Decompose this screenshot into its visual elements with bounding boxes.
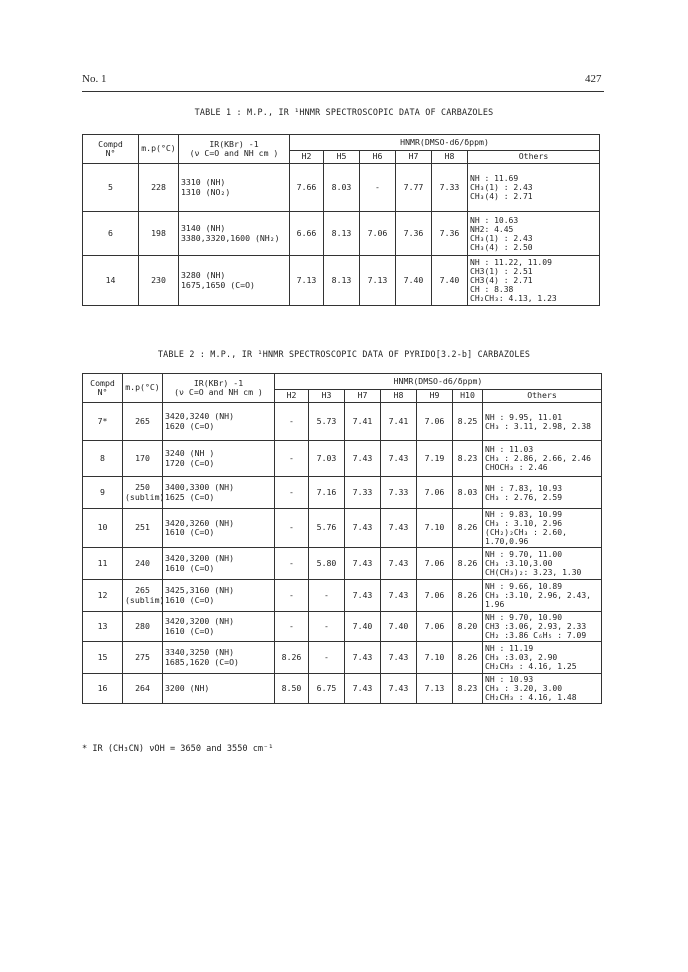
shift-cell: - [275, 477, 309, 509]
shift-cell: 8.20 [453, 612, 483, 642]
compd-cell: 5 [83, 164, 139, 212]
others-cell: NH : 7.83, 10.93 CH₃ : 2.76, 2.59 [483, 477, 602, 509]
compd-cell: 8 [83, 441, 123, 477]
table1-col-h5: H5 [324, 151, 360, 164]
table2-col-h3: H3 [309, 390, 345, 403]
shift-cell: 7.43 [381, 441, 417, 477]
shift-cell: 7.06 [417, 548, 453, 580]
shift-cell: 8.03 [324, 164, 360, 212]
others-cell: NH : 9.70, 11.00 CH₃ :3.10,3.00 CH(CH₃)₂: 3.23, 1.30 [483, 548, 602, 580]
shift-cell: - [360, 164, 396, 212]
ir-cell: 3420,3260 (NH) 1610 (C=O) [163, 509, 275, 548]
mp-cell: 230 [139, 256, 179, 306]
table-row [83, 164, 600, 212]
shift-cell: 7.33 [381, 477, 417, 509]
ir-cell: 3420,3200 (NH) 1610 (C=O) [163, 548, 275, 580]
shift-cell: - [309, 580, 345, 612]
compd-cell: 12 [83, 580, 123, 612]
table1 [82, 134, 600, 306]
shift-cell: 8.26 [453, 642, 483, 674]
shift-cell: 8.03 [453, 477, 483, 509]
mp-cell: 198 [139, 212, 179, 256]
ir-cell: 3400,3300 (NH) 1625 (C=O) [163, 477, 275, 509]
shift-cell: 7.66 [290, 164, 324, 212]
shift-cell: 7.06 [417, 612, 453, 642]
shift-cell: - [309, 642, 345, 674]
mp-cell: 265 [123, 403, 163, 441]
others-cell: NH : 9.95, 11.01 CH₃ : 3.11, 2.98, 2.38 [483, 403, 602, 441]
shift-cell: 7.13 [360, 256, 396, 306]
shift-cell: 7.41 [345, 403, 381, 441]
compd-cell: 9 [83, 477, 123, 509]
compd-cell: 7* [83, 403, 123, 441]
others-cell: NH : 9.70, 10.90 CH3 :3.06, 2.93, 2.33 CH₂ :3.86 C₆H₅ : 7.09 [483, 612, 602, 642]
t2-head-ir: IR(KBr) -1 (ν C=O and NH cm ) [163, 374, 275, 403]
shift-cell: - [275, 403, 309, 441]
shift-cell: 7.10 [417, 642, 453, 674]
shift-cell: 7.13 [417, 674, 453, 704]
others-cell: NH : 11.19 CH₃ :3.03, 2.90 CH₂CH₃ : 4.16, 1.25 [483, 642, 602, 674]
table-row [83, 548, 602, 580]
table-row [83, 580, 602, 612]
others-cell: NH : 9.83, 10.99 CH₃ : 3.10, 2.96 (CH₂)₂CH₃ : 2.60, 1.70,0.96 [483, 509, 602, 548]
table2-col-h7: H7 [345, 390, 381, 403]
table-row [83, 477, 602, 509]
table2-caption: TABLE 2 : M.P., IR ¹HNMR SPECTROSCOPIC DATA OF PYRIDO[3.2-b] CARBAZOLES [157, 349, 531, 359]
table2-col-others: Others [483, 390, 602, 403]
ir-cell: 3310 (NH) 1310 (NO₂) [179, 164, 290, 212]
table2-col-h10: H10 [453, 390, 483, 403]
shift-cell: 8.26 [453, 509, 483, 548]
shift-cell: 8.25 [453, 403, 483, 441]
ir-cell: 3425,3160 (NH) 1610 (C=O) [163, 580, 275, 612]
t2-head-nmr: HNMR(DMSO-d6/δppm) [275, 374, 602, 390]
table-row [83, 642, 602, 674]
compd-cell: 14 [83, 256, 139, 306]
compd-cell: 13 [83, 612, 123, 642]
others-cell: NH : 11.69 CH₃(1) : 2.43 CH₃(4) : 2.71 [468, 164, 600, 212]
shift-cell: 7.36 [396, 212, 432, 256]
mp-cell: 265 (sublim) [123, 580, 163, 612]
table2-col-h8: H8 [381, 390, 417, 403]
ir-cell: 3420,3240 (NH) 1620 (C=O) [163, 403, 275, 441]
table1-col-others: Others [468, 151, 600, 164]
shift-cell: - [275, 548, 309, 580]
shift-cell: 8.26 [453, 580, 483, 612]
shift-cell: - [309, 612, 345, 642]
shift-cell: 7.16 [309, 477, 345, 509]
mp-cell: 240 [123, 548, 163, 580]
journal-issue: No. 1 [82, 73, 107, 85]
table1-caption: TABLE 1 : M.P., IR ¹HNMR SPECTROSCOPIC DATA OF CARBAZOLES [194, 107, 494, 117]
shift-cell: 7.43 [381, 642, 417, 674]
shift-cell: 7.06 [360, 212, 396, 256]
compd-cell: 10 [83, 509, 123, 548]
shift-cell: - [275, 441, 309, 477]
shift-cell: 8.13 [324, 212, 360, 256]
shift-cell: 7.03 [309, 441, 345, 477]
table-row [83, 441, 602, 477]
table1-col-h7: H7 [396, 151, 432, 164]
shift-cell: 7.77 [396, 164, 432, 212]
page-number: 427 [585, 73, 602, 85]
header-rule [82, 91, 604, 92]
shift-cell: 7.40 [396, 256, 432, 306]
mp-cell: 170 [123, 441, 163, 477]
shift-cell: 8.26 [453, 548, 483, 580]
shift-cell: 7.19 [417, 441, 453, 477]
compd-cell: 11 [83, 548, 123, 580]
t2-head-mp: m.p(°C) [123, 374, 163, 403]
mp-cell: 250 (sublim) [123, 477, 163, 509]
shift-cell: 7.10 [417, 509, 453, 548]
shift-cell: 8.26 [275, 642, 309, 674]
shift-cell: 8.50 [275, 674, 309, 704]
table1-col-h8: H8 [432, 151, 468, 164]
shift-cell: 7.06 [417, 580, 453, 612]
shift-cell: - [275, 580, 309, 612]
shift-cell: - [275, 509, 309, 548]
shift-cell: 7.40 [345, 612, 381, 642]
shift-cell: 7.40 [381, 612, 417, 642]
ir-cell: 3280 (NH) 1675,1650 (C=O) [179, 256, 290, 306]
shift-cell: 7.33 [345, 477, 381, 509]
mp-cell: 264 [123, 674, 163, 704]
t1-head-compd: Compd N° [83, 135, 139, 164]
shift-cell: 5.76 [309, 509, 345, 548]
shift-cell: 7.43 [345, 441, 381, 477]
shift-cell: 6.66 [290, 212, 324, 256]
compd-cell: 16 [83, 674, 123, 704]
footnote: * IR (CH₃CN) νOH = 3650 and 3550 cm⁻¹ [82, 744, 274, 754]
t1-head-mp: m.p(°C) [139, 135, 179, 164]
others-cell: NH : 10.63 NH2: 4.45 CH₃(1) : 2.43 CH₃(4) : 2.50 [468, 212, 600, 256]
shift-cell: 5.80 [309, 548, 345, 580]
shift-cell: 7.43 [381, 548, 417, 580]
table2 [82, 373, 602, 704]
shift-cell: 7.06 [417, 403, 453, 441]
compd-cell: 6 [83, 212, 139, 256]
shift-cell: 7.41 [381, 403, 417, 441]
table-row [83, 256, 600, 306]
mp-cell: 275 [123, 642, 163, 674]
table2-col-h9: H9 [417, 390, 453, 403]
table-row [83, 612, 602, 642]
shift-cell: 7.43 [345, 548, 381, 580]
table1-col-h2: H2 [290, 151, 324, 164]
shift-cell: 7.06 [417, 477, 453, 509]
shift-cell: 8.23 [453, 441, 483, 477]
compd-cell: 15 [83, 642, 123, 674]
t2-head-compd: Compd N° [83, 374, 123, 403]
shift-cell: 7.43 [345, 509, 381, 548]
shift-cell: 8.23 [453, 674, 483, 704]
t1-head-ir: IR(KBr) -1 (ν C=O and NH cm ) [179, 135, 290, 164]
shift-cell: 7.43 [345, 674, 381, 704]
table2-col-h2: H2 [275, 390, 309, 403]
ir-cell: 3140 (NH) 3380,3320,1600 (NH₂) [179, 212, 290, 256]
ir-cell: 3420,3200 (NH) 1610 (C=O) [163, 612, 275, 642]
table-row [83, 403, 602, 441]
others-cell: NH : 9.66, 10.89 CH₃ :3.10, 2.96, 2.43, 1.96 [483, 580, 602, 612]
shift-cell: 7.13 [290, 256, 324, 306]
others-cell: NH : 11.22, 11.09 CH3(1) : 2.51 CH3(4) : 2.71 CH : 8.38 CH₂CH₃: 4.13, 1.23 [468, 256, 600, 306]
ir-cell: 3200 (NH) [163, 674, 275, 704]
shift-cell: 7.43 [381, 580, 417, 612]
shift-cell: 7.43 [345, 580, 381, 612]
shift-cell: 7.36 [432, 212, 468, 256]
mp-cell: 251 [123, 509, 163, 548]
shift-cell: 7.43 [381, 674, 417, 704]
shift-cell: 8.13 [324, 256, 360, 306]
others-cell: NH : 11.03 CH₃ : 2.86, 2.66, 2.46 CHOCH₃ : 2.46 [483, 441, 602, 477]
mp-cell: 280 [123, 612, 163, 642]
t1-head-nmr: HNMR(DMSO-d6/δppm) [290, 135, 600, 151]
ir-cell: 3340,3250 (NH) 1685,1620 (C=O) [163, 642, 275, 674]
ir-cell: 3240 (NH ) 1720 (C=O) [163, 441, 275, 477]
shift-cell: 7.43 [345, 642, 381, 674]
table-row [83, 509, 602, 548]
shift-cell: 7.43 [381, 509, 417, 548]
mp-cell: 228 [139, 164, 179, 212]
table-row [83, 674, 602, 704]
others-cell: NH : 10.93 CH₃ : 3.20, 3.00 CH₂CH₃ : 4.16, 1.48 [483, 674, 602, 704]
shift-cell: 5.73 [309, 403, 345, 441]
table-row [83, 212, 600, 256]
table1-col-h6: H6 [360, 151, 396, 164]
shift-cell: - [275, 612, 309, 642]
shift-cell: 7.40 [432, 256, 468, 306]
shift-cell: 6.75 [309, 674, 345, 704]
shift-cell: 7.33 [432, 164, 468, 212]
